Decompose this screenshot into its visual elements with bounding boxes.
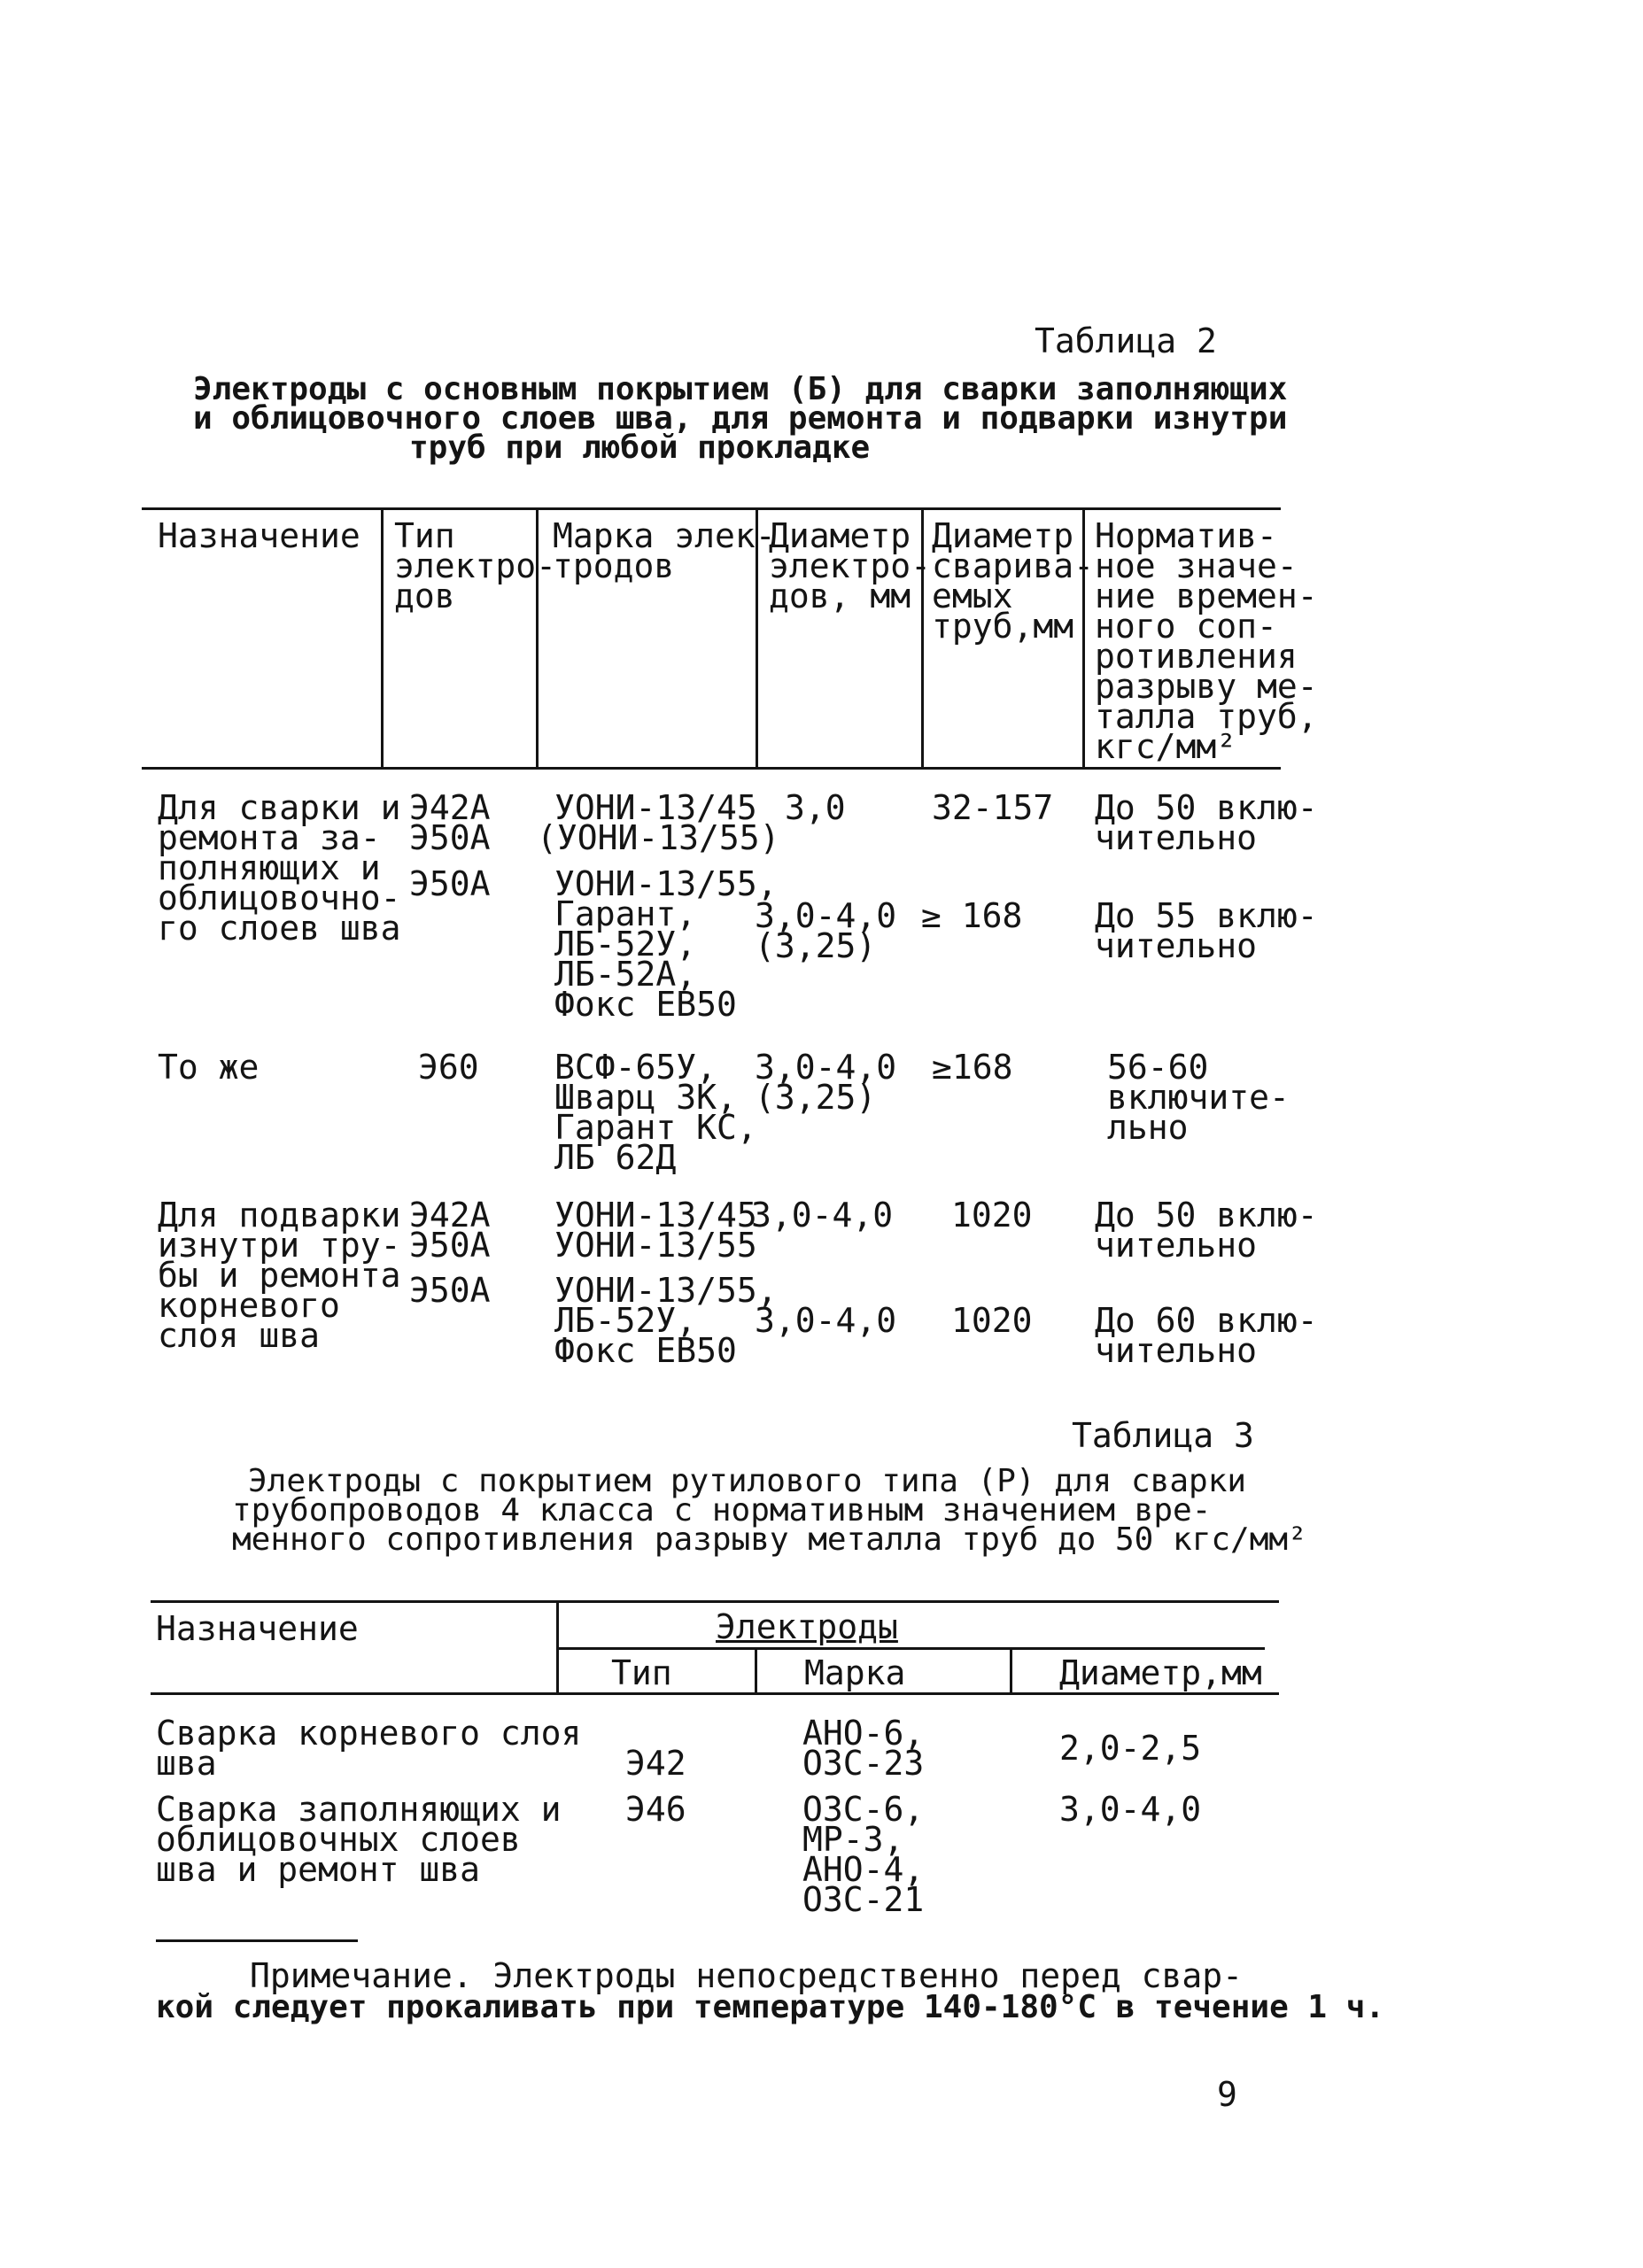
table3-caption-line-3: менного сопротивления разрыву металла труб до 50 кгс/мм² [232,1521,1307,1558]
table2-cell-diameter: 3,0-4,0 [751,1196,894,1235]
table2-cell-pipe-diameter: 1020 [951,1301,1033,1340]
table2-row-2-purpose: То же [158,1048,260,1087]
table2-cell-brand: УОНИ-13/55, [554,864,778,903]
table3-cell-type: Э42 [625,1744,686,1783]
table2-cell-type: Э60 [418,1048,479,1087]
table2-cell-brand: УОНИ-13/55 [554,1226,757,1265]
table2-cell-type: Э50А [409,818,491,857]
table2-caption-line-1: Электроды с основным покрытием (Б) для сварки заполняющих [193,371,1288,407]
table3-top-rule [151,1600,1279,1603]
table2-cell-brand: ВСФ-65У, [554,1048,717,1087]
table3-cell-brand: АНО-4, [802,1850,925,1889]
table2-cell-brand: УОНИ-13/45 [554,788,757,827]
table3-cell-diameter: 2,0-2,5 [1059,1729,1202,1768]
table3-cell-purpose: облицовочных слоев [156,1820,521,1859]
table3-cell-brand: ОЗС-6, [802,1790,925,1829]
table2-cell-brand: УОНИ-13/55, [554,1271,778,1310]
table3-cell-brand: ОЗС-21 [802,1880,925,1919]
table3-subcol-divider-1 [755,1647,757,1695]
table2-cell-type: Э50А [409,1271,491,1310]
note-separator [156,1939,358,1942]
table2-header-rule [142,767,1281,770]
table2-cell-type: Э42А [409,1196,491,1235]
table3-cell-brand: МР-3, [802,1820,904,1859]
table3-header-electrodes: Электроды [716,1607,898,1646]
table2-cell-diameter: 3,0-4,0 [755,896,897,935]
note-line-1: Примечание. Электроды непосредственно перед свар- [250,1956,1244,1995]
table3-header-type: Тип [611,1653,672,1692]
table2-cell-pipe-diameter: 1020 [951,1196,1033,1235]
table3-cell-diameter: 3,0-4,0 [1059,1790,1202,1829]
table3-label: Таблица 3 [1072,1416,1254,1455]
table3-header-purpose: Назначение [156,1609,359,1648]
table2-cell-brand: ЛБ-52А, [554,955,697,994]
table2-caption-line-3: труб при любой прокладке [409,430,871,466]
table2-cell-norm: 56-60 [1107,1048,1209,1087]
table3-cell-brand: АНО-6, [802,1714,925,1753]
table3-cell-purpose: шва и ремонт шва [156,1850,481,1889]
table2-cell-brand: (УОНИ-13/55) [537,818,780,857]
table2-cell-norm: До 55 вклю- [1095,896,1318,935]
table3-header-diameter: Диаметр,мм [1059,1653,1262,1692]
table3-header-rule [151,1692,1279,1695]
table2-cell-brand: Шварц 3К, [554,1078,737,1117]
table2-cell-pipe-diameter: ≥168 [932,1048,1013,1087]
table2-cell-brand: Фокс ЕВ50 [554,1331,737,1370]
table2-cell-norm: чительно [1095,1226,1258,1265]
page-number: 9 [1217,2075,1237,2114]
table3-cell-purpose: шва [156,1744,217,1783]
table2-cell-diameter: 3,0-4,0 [755,1048,897,1087]
table3-caption-line-2: трубопроводов 4 класса с нормативным значением вре- [232,1492,1212,1529]
table2-cell-norm: льно [1107,1108,1189,1147]
table3-group-rule [556,1647,1265,1650]
table2-cell-diameter: 3,0 [785,788,846,827]
table2-cell-type: Э50А [409,864,491,903]
table2-cell-brand: ЛБ 62Д [554,1138,677,1177]
table2-label: Таблица 2 [1035,321,1217,360]
table2-cell-norm: чительно [1095,818,1258,857]
table2-cell-brand: ЛБ-52У, [554,1301,697,1340]
table2-cell-brand: Фокс ЕВ50 [554,985,737,1024]
table2-caption-line-2: и облицовочного слоев шва, для ремонта и подварки изнутри [193,400,1288,437]
note-line-2: кой следует прокаливать при температуре 140-180°С в течение 1 ч. [156,1989,1385,2025]
table2-cell-diameter: (3,25) [755,1078,877,1117]
table2-top-rule [142,507,1281,510]
table2-cell-norm: чительно [1095,926,1258,965]
table3-caption-line-1: Электроды с покрытием рутилового типа (Р) для сварки [248,1463,1247,1499]
table2-cell-brand: УОНИ-13/45 [554,1196,757,1235]
table2-cell-norm: До 50 вклю- [1095,788,1318,827]
table3-cell-purpose: Сварка корневого слоя [156,1714,582,1753]
table2-cell-norm: До 50 вклю- [1095,1196,1318,1235]
table2-cell-norm: чительно [1095,1331,1258,1370]
table2-col-divider-1 [381,507,384,770]
table2-cell-brand: ЛБ-52У, [554,925,697,964]
table2-cell-diameter: (3,25) [755,926,877,965]
table2-cell-diameter: 3,0-4,0 [755,1301,897,1340]
table3-header-brand: Марка [804,1653,906,1692]
table2-cell-pipe-diameter: ≥ 168 [921,896,1023,935]
table2-cell-pipe-diameter: 32-157 [932,788,1054,827]
table3-cell-type: Э46 [625,1790,686,1829]
table3-cell-brand: ОЗС-23 [802,1744,925,1783]
table2-cell-norm: включите- [1107,1078,1290,1117]
table2-cell-brand: Гарант, [554,894,697,933]
table2-cell-brand: Гарант КС, [554,1108,757,1147]
table2-cell-norm: До 60 вклю- [1095,1301,1318,1340]
table3-subcol-divider-2 [1010,1647,1012,1695]
table2-cell-type: Э50А [409,1226,491,1265]
table3-cell-purpose: Сварка заполняющих и [156,1790,562,1829]
table2-cell-type: Э42А [409,788,491,827]
